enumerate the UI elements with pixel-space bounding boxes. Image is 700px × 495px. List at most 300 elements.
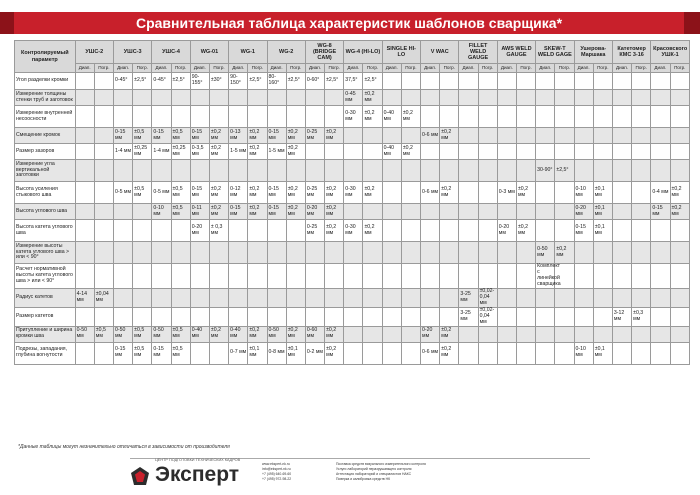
cell-range: 0-30 мм (344, 106, 363, 128)
cell-error: ±0,2 мм (401, 144, 420, 160)
cell-error: ±0,2 мм (325, 182, 344, 204)
cell-range (651, 128, 670, 144)
cell-error (401, 242, 420, 264)
cell-range: 0-6 мм (421, 128, 440, 144)
cell-error (670, 90, 690, 106)
cell-error (363, 242, 382, 264)
cell-error (94, 90, 113, 106)
cell-range (75, 73, 94, 90)
cell-error (363, 307, 382, 326)
cell-range: 0-15 мм (190, 182, 209, 204)
cell-error: ±0,5 мм (171, 128, 190, 144)
cell-error (209, 160, 228, 182)
cell-error: ±0,2 мм (363, 220, 382, 242)
cell-range: 80-160° (267, 73, 286, 90)
cell-range (75, 128, 94, 144)
cell-error (94, 160, 113, 182)
cell-error (363, 326, 382, 342)
cell-range (190, 264, 209, 289)
cell-error (401, 204, 420, 220)
header-tool: FILLET WELD GAUGE (459, 41, 497, 64)
cell-error (440, 73, 459, 90)
cell-range (152, 264, 171, 289)
cell-error: ±0,2 мм (209, 182, 228, 204)
header-tool: УШС-3 (113, 41, 151, 64)
cell-error (401, 342, 420, 364)
cell-error (632, 144, 651, 160)
cell-range: 0-6 мм (421, 342, 440, 364)
cell-range (651, 326, 670, 342)
cell-range (536, 326, 555, 342)
cell-range (344, 128, 363, 144)
row-parameter: Измерение внутренней несоосности (15, 106, 76, 128)
cell-error (133, 220, 152, 242)
header-tool: SKEW-T WELD GAGE (536, 41, 574, 64)
cell-error: ±0,1 мм (593, 182, 612, 204)
cell-error (440, 160, 459, 182)
cell-error (670, 326, 690, 342)
logo-tagline: ЦЕНТР ПОДГОТОВКИ ТЕХНИЧЕСКИХ КАДРОВ (155, 458, 241, 462)
cell-error (171, 160, 190, 182)
cell-range: 0-10 мм (152, 204, 171, 220)
cell-range (421, 90, 440, 106)
cell-range (113, 90, 132, 106)
cell-range (382, 182, 401, 204)
row-parameter: Притупление и ширина кромки шва (15, 326, 76, 342)
cell-range: 1-5 мм (267, 144, 286, 160)
subheader-range: Диап. (459, 64, 478, 73)
cell-range: 1-4 мм (152, 144, 171, 160)
cell-range (382, 288, 401, 307)
cell-error: ±0,1 мм (593, 220, 612, 242)
cell-range (421, 160, 440, 182)
cell-error (401, 128, 420, 144)
cell-error (670, 73, 690, 90)
subheader-error: Погр. (248, 64, 267, 73)
row-parameter: Измерение толщины стенки труб и заготовок (15, 90, 76, 106)
cell-range (229, 264, 248, 289)
cell-range (497, 307, 516, 326)
cell-range (190, 242, 209, 264)
cell-range (651, 242, 670, 264)
cell-range (75, 242, 94, 264)
row-parameter: Измерение высоты катета углового шва > или < 90° (15, 242, 76, 264)
cell-range (459, 220, 478, 242)
cell-error (670, 220, 690, 242)
cell-error (593, 144, 612, 160)
cell-error: ±0,2 мм (363, 90, 382, 106)
cell-error: ±0,5 мм (133, 128, 152, 144)
subheader-range: Диап. (382, 64, 401, 73)
cell-error: ±2,5° (325, 73, 344, 90)
cell-range: 0-20 мм (305, 204, 324, 220)
cell-error (286, 220, 305, 242)
cell-error (670, 128, 690, 144)
cell-range (574, 73, 593, 90)
header-tool: WG-2 (267, 41, 305, 64)
cell-error (94, 204, 113, 220)
table-row (15, 204, 690, 220)
table-row (15, 264, 690, 289)
header-tool: WG-01 (190, 41, 228, 64)
cell-range (574, 144, 593, 160)
cell-range: 0-20 мм (421, 326, 440, 342)
cell-range (497, 90, 516, 106)
cell-range (267, 160, 286, 182)
cell-range (305, 144, 324, 160)
table-row (15, 128, 690, 144)
cell-range (113, 242, 132, 264)
cell-range (75, 307, 94, 326)
cell-range (459, 182, 478, 204)
cell-error (401, 288, 420, 307)
cell-error (516, 144, 535, 160)
cell-error (401, 160, 420, 182)
cell-range (612, 204, 631, 220)
cell-error (325, 288, 344, 307)
cell-range: 0-20 мм (497, 220, 516, 242)
cell-range (75, 342, 94, 364)
cell-error (363, 160, 382, 182)
services-list (336, 462, 426, 482)
cell-range: 0-15 мм (113, 128, 132, 144)
cell-range (305, 307, 324, 326)
cell-error: ±0,5 мм (133, 182, 152, 204)
cell-error (401, 220, 420, 242)
cell-range (267, 242, 286, 264)
cell-error (593, 90, 612, 106)
cell-range (459, 73, 478, 90)
cell-error: ±0,2 мм (209, 204, 228, 220)
cell-range: 0-50 мм (113, 326, 132, 342)
cell-error: ±0,2 мм (363, 182, 382, 204)
comparison-table (14, 40, 690, 365)
cell-error (440, 307, 459, 326)
cell-error (670, 106, 690, 128)
cell-range: 90-155° (190, 73, 209, 90)
cell-error (209, 307, 228, 326)
cell-error (632, 73, 651, 90)
cell-range (190, 307, 209, 326)
subheader-range: Диап. (267, 64, 286, 73)
cell-range (382, 90, 401, 106)
cell-range (344, 204, 363, 220)
cell-range (651, 288, 670, 307)
subheader-range: Диап. (536, 64, 555, 73)
subheader-error: Погр. (516, 64, 535, 73)
cell-range: 0-25 мм (305, 128, 324, 144)
cell-range (421, 264, 440, 289)
cell-error: ±0,5 мм (133, 326, 152, 342)
cell-range: 0-50 мм (75, 326, 94, 342)
cell-error (401, 307, 420, 326)
header-tool: Катетомер КМС 3-16 (612, 41, 650, 64)
subheader-error: Погр. (593, 64, 612, 73)
cell-range (382, 204, 401, 220)
cell-range (574, 264, 593, 289)
cell-range (382, 342, 401, 364)
cell-range (612, 182, 631, 204)
cell-error (171, 307, 190, 326)
cell-error (325, 144, 344, 160)
cell-range (344, 326, 363, 342)
cell-range (152, 242, 171, 264)
cell-error (555, 307, 574, 326)
cell-range (497, 160, 516, 182)
cell-error: ±2,5° (133, 73, 152, 90)
cell-range: 0-15 мм (190, 128, 209, 144)
row-parameter: Высота усиления стыкового шва (15, 182, 76, 204)
cell-error (248, 307, 267, 326)
subheader-error: Погр. (325, 64, 344, 73)
table-row (15, 182, 690, 204)
cell-range (382, 128, 401, 144)
cell-error: ±0,2 мм (516, 220, 535, 242)
cell-range: 0-15 мм (574, 220, 593, 242)
cell-error (478, 204, 497, 220)
cell-error (94, 264, 113, 289)
cell-range (75, 220, 94, 242)
cell-range (421, 242, 440, 264)
cell-range (113, 307, 132, 326)
cell-range (536, 144, 555, 160)
cell-error (401, 73, 420, 90)
cell-range (75, 264, 94, 289)
cell-range (612, 160, 631, 182)
cell-range: 0-15 мм (152, 128, 171, 144)
cell-error: ±0,5 мм (171, 204, 190, 220)
cell-range (459, 326, 478, 342)
cell-range: 0-7 мм (229, 342, 248, 364)
header-tool: Ушерова-Маршака (574, 41, 612, 64)
subheader-range: Диап. (190, 64, 209, 73)
row-parameter: Высота углового шва (15, 204, 76, 220)
cell-range (113, 160, 132, 182)
cell-error (593, 242, 612, 264)
cell-error (516, 342, 535, 364)
cell-range: 0-15 мм (229, 204, 248, 220)
cell-range (382, 220, 401, 242)
cell-error (286, 307, 305, 326)
cell-error: ±0,2 мм (248, 204, 267, 220)
subheader-error: Погр. (555, 64, 574, 73)
cell-range (229, 160, 248, 182)
cell-range (651, 342, 670, 364)
table-row (15, 288, 690, 307)
cell-range (536, 220, 555, 242)
cell-range: 0-40 мм (382, 144, 401, 160)
cell-error (133, 160, 152, 182)
cell-error: ±0,2 мм (363, 106, 382, 128)
cell-error (133, 106, 152, 128)
cell-range (382, 264, 401, 289)
cell-range: 0-3,5 мм (190, 144, 209, 160)
cell-error (325, 242, 344, 264)
cell-range (344, 307, 363, 326)
cell-range (421, 307, 440, 326)
cell-error (632, 160, 651, 182)
cell-error (516, 242, 535, 264)
cell-range (344, 160, 363, 182)
cell-error: ±0,2 мм (209, 326, 228, 342)
cell-error (555, 106, 574, 128)
contact-email[interactable]: info@ekspert-nk.ru (262, 466, 291, 471)
cell-error (555, 182, 574, 204)
cell-error: ±0,2 мм (248, 144, 267, 160)
cell-range: 0-12 мм (229, 182, 248, 204)
cell-range: 0-8 мм (267, 342, 286, 364)
cell-range (229, 220, 248, 242)
header-tool: SINGLE HI-LO (382, 41, 420, 64)
table-row (15, 242, 690, 264)
cell-error (478, 144, 497, 160)
cell-error: ±0,2 мм (248, 128, 267, 144)
contact-website[interactable]: www.ekspert-nk.ru (262, 462, 290, 466)
cell-range: 0-40 мм (382, 106, 401, 128)
cell-range (574, 242, 593, 264)
cell-error: ±0,25 мм (171, 144, 190, 160)
cell-error (632, 326, 651, 342)
cell-range (536, 128, 555, 144)
cell-range (536, 307, 555, 326)
cell-range (421, 204, 440, 220)
cell-range: 0-20 мм (190, 220, 209, 242)
cell-range (497, 242, 516, 264)
cell-error (670, 144, 690, 160)
cell-error (478, 264, 497, 289)
cell-error (248, 160, 267, 182)
cell-range (190, 106, 209, 128)
cell-error: ±0,04 мм (94, 288, 113, 307)
subheader-error: Погр. (286, 64, 305, 73)
subheader-error: Погр. (478, 64, 497, 73)
cell-error (209, 242, 228, 264)
cell-error (670, 242, 690, 264)
subheader-range: Диап. (344, 64, 363, 73)
subheader-range: Диап. (421, 64, 440, 73)
cell-error (325, 106, 344, 128)
cell-range (651, 144, 670, 160)
cell-error (555, 90, 574, 106)
cell-error: ±0,2 мм (325, 204, 344, 220)
cell-range: 0-15 мм (267, 128, 286, 144)
cell-range (421, 73, 440, 90)
cell-error (363, 204, 382, 220)
cell-range (536, 90, 555, 106)
cell-error (363, 128, 382, 144)
cell-range (459, 144, 478, 160)
page-title: Сравнительная таблица характеристик шаблонов сварщика* (14, 12, 684, 34)
contact-info (262, 462, 291, 482)
cell-error (632, 182, 651, 204)
cell-error (516, 128, 535, 144)
cell-error (632, 90, 651, 106)
cell-error (94, 128, 113, 144)
cell-range: 0-25 мм (305, 182, 324, 204)
cell-error: ±0,2 мм (440, 342, 459, 364)
cell-error (670, 342, 690, 364)
table-row (15, 106, 690, 128)
cell-range: 0-50 мм (152, 326, 171, 342)
cell-error (440, 242, 459, 264)
cell-error (286, 264, 305, 289)
cell-error (133, 242, 152, 264)
cell-error (363, 288, 382, 307)
cell-error (670, 288, 690, 307)
cell-range (574, 307, 593, 326)
cell-error (516, 90, 535, 106)
cell-error: ±0,2 мм (248, 326, 267, 342)
cell-error (478, 73, 497, 90)
cell-range: 0-60° (305, 73, 324, 90)
cell-range (229, 106, 248, 128)
cell-range (421, 288, 440, 307)
cell-range (459, 106, 478, 128)
row-parameter: Смещение кромок (15, 128, 76, 144)
cell-range (267, 288, 286, 307)
cell-error (325, 90, 344, 106)
cell-error: ± 0,3 мм (209, 220, 228, 242)
cell-range: 0-50 мм (267, 326, 286, 342)
cell-range (190, 342, 209, 364)
cell-error (133, 288, 152, 307)
cell-error (325, 307, 344, 326)
cell-range: 0-11 мм (190, 204, 209, 220)
cell-error: ±0,5 мм (171, 342, 190, 364)
cell-error (171, 106, 190, 128)
cell-range: 0-15 мм (152, 342, 171, 364)
cell-range (75, 90, 94, 106)
subheader-range: Диап. (75, 64, 94, 73)
banner-edge-left (0, 12, 14, 34)
cell-error (440, 144, 459, 160)
cell-error (593, 106, 612, 128)
subheader-row (15, 64, 690, 73)
cell-range (574, 288, 593, 307)
cell-error: ±0,25 мм (133, 144, 152, 160)
table-row (15, 160, 690, 182)
cell-error (248, 220, 267, 242)
cell-error (94, 73, 113, 90)
cell-error (171, 242, 190, 264)
cell-range (382, 160, 401, 182)
cell-range (459, 160, 478, 182)
cell-error (478, 326, 497, 342)
contact-phone: +7 (495) 640-69-60 (262, 471, 292, 476)
subheader-error: Погр. (632, 64, 651, 73)
cell-error (133, 204, 152, 220)
cell-error (94, 106, 113, 128)
cell-range (612, 326, 631, 342)
row-parameter: Угол разделки кромки (15, 73, 76, 90)
cell-error (516, 288, 535, 307)
cell-error (248, 90, 267, 106)
cell-range (267, 106, 286, 128)
cell-range: 90-150° (229, 73, 248, 90)
cell-range (382, 242, 401, 264)
cell-error (401, 326, 420, 342)
cell-error (440, 288, 459, 307)
cell-error (632, 242, 651, 264)
cell-range (497, 106, 516, 128)
cell-error (555, 73, 574, 90)
cell-error: ±0,5 мм (94, 326, 113, 342)
subheader-error: Погр. (133, 64, 152, 73)
subheader-range: Диап. (574, 64, 593, 73)
subheader-error: Погр. (209, 64, 228, 73)
cell-error (440, 106, 459, 128)
cell-range (382, 73, 401, 90)
